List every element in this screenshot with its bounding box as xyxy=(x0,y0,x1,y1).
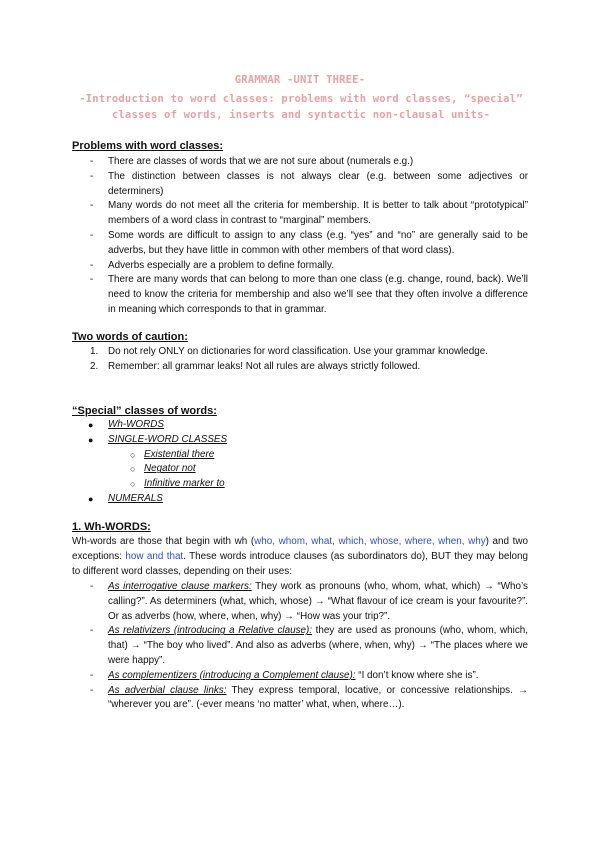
problem-item: - Many words do not meet all the criteria for membership. It is better to talk about “prototypical” members of a word class in contrast to “marginal” members. xyxy=(72,199,528,229)
caution-list xyxy=(72,345,528,375)
problems-list-block xyxy=(72,155,528,318)
special-heading: “Special” classes of words: xyxy=(72,405,217,417)
wh-use-item: - As complementizers (introducing a Complement clause): “I don’t know where she is”. xyxy=(72,669,528,684)
wh-use-item: - As adverbial clause links: They express temporal, locative, or concessive relationships. → “wherever you are”. (-ever means ‘no matter’ what, when, where…). xyxy=(72,684,528,714)
problems-heading: Problems with word classes: xyxy=(72,140,223,152)
caution-list-block xyxy=(72,345,528,375)
list-subitem: ○ Existential there xyxy=(130,448,215,460)
problem-item: - Adverbs especially are a problem to define formally. xyxy=(72,259,528,274)
wh-uses-block xyxy=(72,580,528,713)
problems-list xyxy=(72,155,528,318)
wh-uses-list xyxy=(72,580,528,713)
problem-item: - Some words are difficult to assign to any class (e.g. “yes” and “no” are generally said to be adverbs, but they have little in common with other members of that word class). xyxy=(72,229,528,259)
list-subitem: ○ Negator not xyxy=(130,463,196,475)
caution-item: 1. Do not rely ONLY on dictionaries for word classification. Use your grammar knowledge. xyxy=(90,346,488,357)
wh-exceptions: how and that xyxy=(125,550,184,562)
wh-intro: Wh-words are those that begin with wh (who, whom, what, which, whose, where, when, why) and two exceptions: how and that. These words introduce clauses (as subordinators do), BUT they may belong to different word classes, depending on their uses: xyxy=(72,536,528,577)
unit-title: GRAMMAR -UNIT THREE- xyxy=(234,74,366,86)
unit-subtitle: -Introduction to word classes: problems with word classes, “special” classes of words, inserts and syntactic non-clausal units- xyxy=(79,93,523,121)
caution-item: 2. Remember: all grammar leaks! Not all rules are always strictly followed. xyxy=(90,360,421,372)
special-list xyxy=(72,418,528,507)
wh-word-list: who, whom, what, which, whose, where, when, why xyxy=(254,536,486,547)
wh-use-item: - As relativizers (introducing a Relative clause): they are used as pronouns (who, whom, which, that) → “The boy who lived”. And also as adverbs (where, when, why) → “The places where we were happy”. xyxy=(72,624,528,668)
problem-item: - There are classes of words that we are not sure about (numerals e.g.) xyxy=(72,155,528,170)
list-item: ● SINGLE-WORD CLASSES xyxy=(88,433,228,445)
wh-use-item: - As interrogative clause markers: They work as pronouns (who, whom, what, which) → “Who’s calling?”. As determiners (what, which, whose) → “What flavour of ice cream is your favourite?”. Or as adverbs (how, where, when, why) → “How was your trip?”. xyxy=(72,580,528,624)
caution-heading: Two words of caution: xyxy=(72,331,188,343)
list-item: ● NUMERALS xyxy=(88,492,163,504)
problem-item: - There are many words that can belong to more than one class (e.g. change, round, back). We’ll need to know the criteria for membership and also we’ll see that they often involve a difference in meaning which corresponds to that in grammar. xyxy=(72,273,528,317)
list-subitem: ○ Infinitive marker to xyxy=(130,478,225,490)
wh-heading: 1. Wh-WORDS: xyxy=(72,521,151,533)
problem-item: - The distinction between classes is not always clear (e.g. between some adjectives or determiners) xyxy=(72,170,528,200)
list-item: ● Wh-WORDS xyxy=(88,419,164,430)
special-list-block xyxy=(72,418,528,507)
